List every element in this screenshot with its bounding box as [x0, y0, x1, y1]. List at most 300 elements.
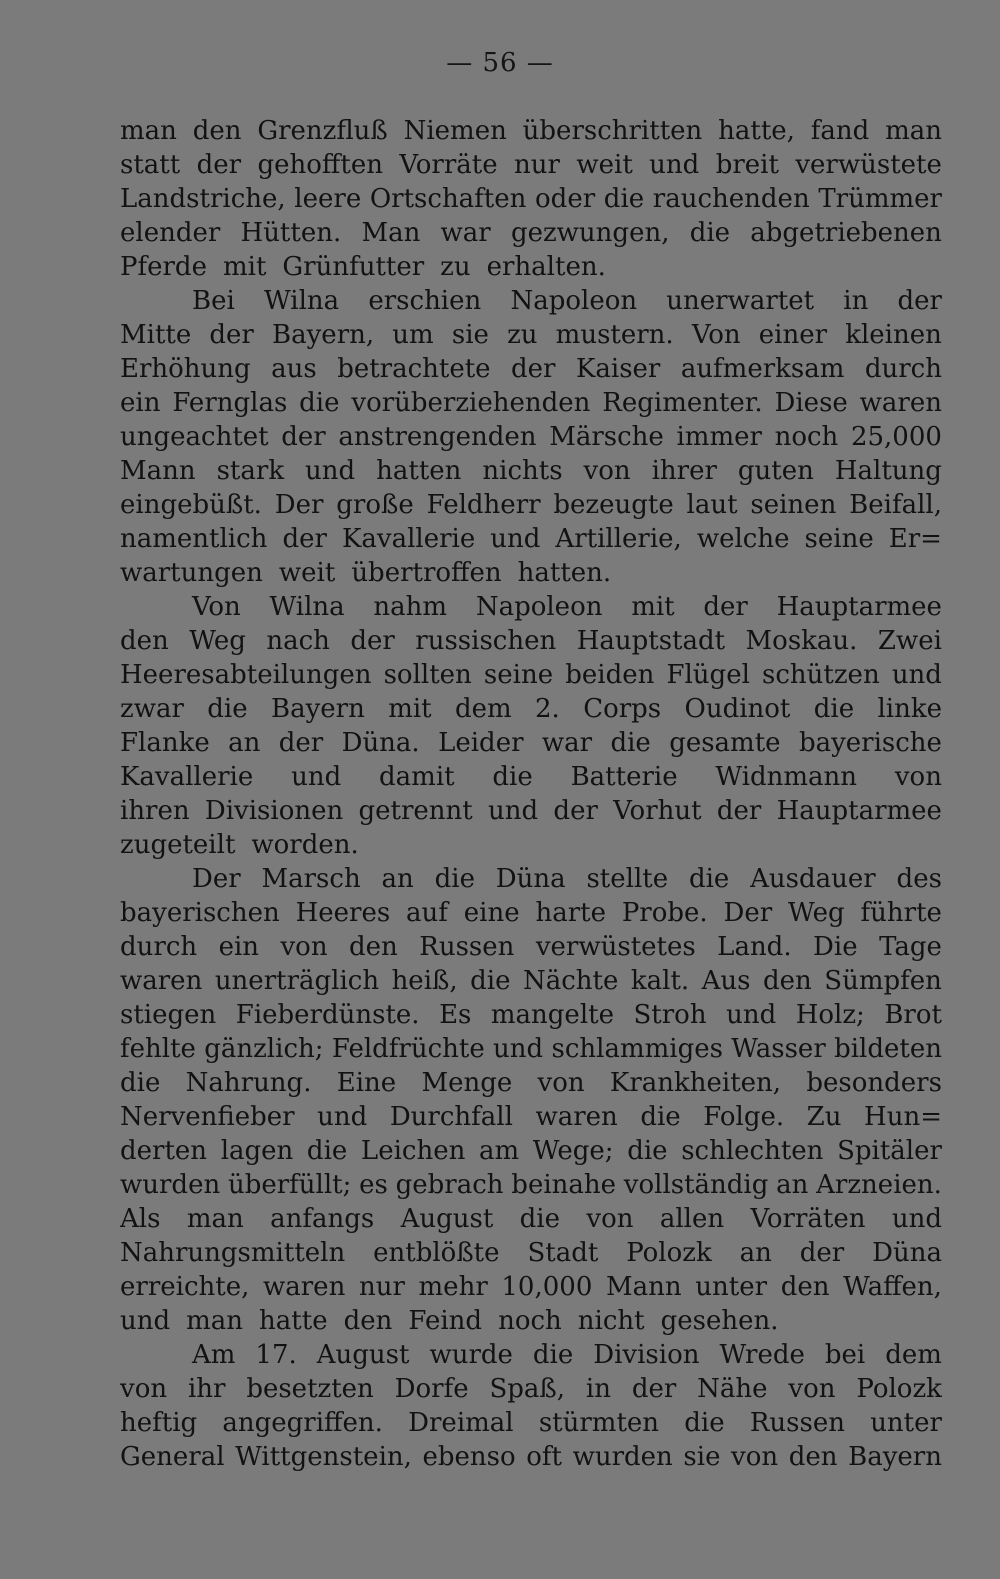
word: von	[586, 1204, 634, 1234]
word: erreichte,	[120, 1272, 250, 1302]
word: Bei	[192, 286, 235, 316]
word: erschien	[368, 286, 482, 316]
word: Artillerie,	[555, 524, 682, 554]
word: waren	[263, 1272, 346, 1302]
text-line	[120, 1306, 942, 1340]
word: Mitte	[120, 320, 192, 350]
word: an	[776, 1170, 809, 1200]
word: Feind	[408, 1306, 483, 1336]
word: worden.	[251, 830, 359, 860]
word: Der	[274, 490, 324, 520]
word: Haltung	[834, 456, 942, 486]
word: der	[703, 592, 748, 622]
word: der	[897, 286, 942, 316]
word: Düna.	[341, 728, 420, 758]
word: Erhöhung	[120, 354, 251, 384]
word: damit	[379, 762, 455, 792]
word: zwar	[120, 694, 184, 724]
word: oft	[526, 1442, 562, 1472]
text-line	[120, 592, 942, 626]
text-line	[120, 1000, 942, 1034]
word: die	[688, 864, 730, 894]
text-line	[120, 1102, 942, 1136]
text-line	[120, 932, 942, 966]
word: Weg	[189, 626, 246, 656]
word: Widnmann	[715, 762, 858, 792]
page-number: — 56 —	[446, 48, 554, 78]
word: die	[434, 864, 475, 894]
word: heiß,	[391, 966, 458, 996]
word: man	[186, 1306, 244, 1336]
word: Spaß,	[489, 1374, 566, 1404]
word: beinahe	[511, 1170, 617, 1200]
text-line	[120, 660, 942, 694]
word: waren	[859, 388, 942, 418]
word: oder	[535, 184, 596, 214]
word: bezeugte	[553, 490, 674, 520]
word: man	[186, 1204, 244, 1234]
word: Corps	[583, 694, 662, 724]
word: Menge	[421, 1068, 513, 1098]
word: Moskau.	[745, 626, 858, 656]
word: sie	[451, 320, 489, 350]
word: Sümpfen	[824, 966, 942, 996]
word: Wittgenstein,	[235, 1442, 412, 1472]
word: und	[490, 524, 541, 554]
word: bayerische	[798, 728, 942, 758]
word: Grünfutter	[282, 252, 425, 282]
word: Divisionen	[204, 796, 344, 826]
word: von	[280, 932, 328, 962]
word: einer	[758, 320, 828, 350]
word: sollten	[383, 660, 472, 690]
word: in	[843, 286, 869, 316]
word: Stadt	[527, 1238, 599, 1268]
word: Nahrungsmitteln	[120, 1238, 346, 1268]
word: 25,000	[850, 422, 942, 452]
word: breit	[715, 150, 779, 180]
word: ihr	[187, 1374, 226, 1404]
word: auf	[406, 898, 448, 928]
word: Landstriche,	[120, 184, 286, 214]
word: und	[291, 762, 342, 792]
word: den	[788, 1442, 838, 1472]
word: Zu	[806, 1102, 842, 1132]
text-line	[120, 456, 942, 490]
word: Fernglas	[172, 388, 288, 418]
word: Marsch	[261, 864, 361, 894]
word: Düna	[872, 1238, 942, 1268]
word: leere	[294, 184, 362, 214]
word: die	[640, 1102, 681, 1132]
word: hatte	[259, 1306, 328, 1336]
word: übertroffen	[351, 558, 502, 588]
word: in	[585, 1374, 611, 1404]
word: den	[120, 626, 169, 656]
word: und	[726, 1000, 777, 1030]
text-line	[120, 422, 942, 456]
word: unter	[695, 1272, 768, 1302]
word: bildeten	[834, 1034, 942, 1064]
word: von	[894, 762, 942, 792]
word: Nächte	[522, 966, 619, 996]
word: mangelte	[490, 1000, 614, 1030]
word: Hauptarmee	[776, 796, 942, 826]
word: der	[350, 626, 395, 656]
word: Batterie	[570, 762, 678, 792]
word: Hun=	[864, 1102, 942, 1132]
text-line	[120, 320, 942, 354]
word: mehr	[418, 1272, 488, 1302]
word: man	[120, 116, 177, 146]
word: weit	[576, 150, 633, 180]
word: Folge.	[703, 1102, 785, 1132]
word: statt	[120, 150, 181, 180]
text-line	[120, 354, 942, 388]
word: Grenzfluß	[257, 116, 388, 146]
word: Der	[192, 864, 241, 894]
word: war	[440, 218, 491, 248]
word: nur	[358, 1272, 405, 1302]
word: anfangs	[270, 1204, 375, 1234]
word: gesamte	[669, 728, 781, 758]
word: eingebüßt.	[120, 490, 262, 520]
word: Ausdauer	[750, 864, 876, 894]
word: schützen	[762, 660, 880, 690]
word: führte	[860, 898, 942, 928]
word: stellte	[586, 864, 669, 894]
word: und	[317, 1102, 368, 1132]
word: Flanke	[120, 728, 210, 758]
word: den	[780, 1272, 830, 1302]
word: der	[282, 524, 327, 554]
word: ein	[218, 932, 260, 962]
text-line	[120, 626, 942, 660]
word: mit	[388, 694, 432, 724]
word: zu	[507, 320, 538, 350]
text-line	[120, 694, 942, 728]
word: Dreimal	[408, 1408, 514, 1438]
word: Es	[439, 1000, 472, 1030]
word: besonders	[806, 1068, 942, 1098]
word: unerwartet	[666, 286, 815, 316]
word: ebenso	[422, 1442, 516, 1472]
word: die	[470, 966, 511, 996]
word: seine	[804, 524, 874, 554]
word: Aus	[701, 966, 751, 996]
word: die	[306, 1136, 348, 1166]
word: wurden	[572, 1442, 673, 1472]
word: Pferde	[120, 252, 207, 282]
word: seinen	[750, 490, 837, 520]
text-line	[120, 1034, 942, 1068]
word: allen	[659, 1204, 725, 1234]
text-line	[120, 1442, 942, 1476]
word: die	[813, 694, 855, 724]
word: russischen	[415, 626, 557, 656]
text-line	[120, 830, 942, 864]
word: von	[583, 456, 631, 486]
word: verwüstete	[795, 150, 942, 180]
word: Hütten.	[240, 218, 342, 248]
word: Wasser	[731, 1034, 826, 1064]
word: sie	[683, 1442, 721, 1472]
word: entblößte	[373, 1238, 500, 1268]
word: Land.	[717, 932, 792, 962]
word: fand	[810, 116, 870, 146]
word: Kavallerie	[341, 524, 476, 554]
word: Mann	[606, 1272, 682, 1302]
word: Kavallerie	[120, 762, 254, 792]
word: den	[192, 116, 242, 146]
text-line	[120, 1272, 942, 1306]
word: Arzneien.	[816, 1170, 942, 1200]
word: den	[349, 932, 398, 962]
text-line	[120, 490, 942, 524]
word: getrennt	[358, 796, 473, 826]
word: Düna	[495, 864, 566, 894]
word: harte	[535, 898, 606, 928]
word: Russen	[419, 932, 515, 962]
word: elender	[120, 218, 221, 248]
word: der	[196, 150, 242, 180]
word: der	[281, 422, 326, 452]
text-line	[120, 966, 942, 1000]
word: und	[891, 660, 942, 690]
word: die	[603, 184, 645, 214]
word: noch	[774, 422, 839, 452]
text-line	[120, 1238, 942, 1272]
word: die	[684, 1408, 725, 1438]
word: Polozk	[856, 1374, 942, 1404]
word: nicht	[577, 1306, 645, 1336]
word: die	[532, 1340, 574, 1370]
word: bei	[824, 1340, 866, 1370]
word: Der	[723, 898, 773, 928]
word: gezwungen,	[510, 218, 670, 248]
word: Wege;	[532, 1136, 614, 1166]
word: hatten.	[517, 558, 612, 588]
word: Regimenter.	[602, 388, 763, 418]
word: rauchenden	[652, 184, 810, 214]
word: Feldherr	[426, 490, 541, 520]
word: Hauptarmee	[776, 592, 942, 622]
word: weit	[278, 558, 336, 588]
word: Spitäler	[837, 1136, 942, 1166]
word: Vorräte	[399, 150, 498, 180]
word: Diese	[774, 388, 848, 418]
word: durch	[120, 932, 198, 962]
word: Mann	[120, 456, 196, 486]
word: und	[120, 1306, 171, 1336]
word: guten	[737, 456, 814, 486]
word: August	[316, 1340, 410, 1370]
word: ein	[120, 388, 161, 418]
word: kalt.	[630, 966, 690, 996]
word: Polozk	[626, 1238, 712, 1268]
word: war	[541, 728, 593, 758]
word: August	[400, 1204, 494, 1234]
word: Hauptstadt	[576, 626, 726, 656]
word: an	[228, 728, 261, 758]
word: abgetriebenen	[750, 218, 942, 248]
word: Wilna	[264, 286, 340, 316]
word: lagen	[220, 1136, 294, 1166]
word: waren	[120, 966, 203, 996]
word: der	[553, 796, 598, 826]
word: stark	[216, 456, 285, 486]
word: Als	[120, 1204, 161, 1234]
word: und	[891, 1204, 942, 1234]
word: immer	[676, 422, 762, 452]
word: unerträglich	[214, 966, 380, 996]
word: dem	[454, 694, 512, 724]
word: Niemen	[403, 116, 507, 146]
word: Feldfrüchte	[331, 1034, 485, 1064]
word: Beifall,	[849, 490, 942, 520]
word: hatten	[376, 456, 462, 486]
text-line	[120, 762, 942, 796]
text-line	[120, 898, 942, 932]
word: Leider	[438, 728, 524, 758]
text-line	[120, 1170, 942, 1204]
word: bayerischen	[120, 898, 280, 928]
word: angegriffen.	[222, 1408, 383, 1438]
word: kleinen	[845, 320, 942, 350]
text-line	[120, 218, 942, 252]
text-line	[120, 286, 942, 320]
text-line	[120, 1340, 942, 1374]
word: Heeresabteilungen	[120, 660, 372, 690]
word: Fieberdünste.	[235, 1000, 420, 1030]
word: stiegen	[120, 1000, 217, 1030]
word: die	[610, 728, 651, 758]
word: Brot	[884, 1000, 942, 1030]
word: Weg	[788, 898, 845, 928]
word: der	[511, 354, 556, 384]
word: Man	[361, 218, 421, 248]
word: Dorfe	[394, 1374, 469, 1404]
word: Zwei	[877, 626, 942, 656]
word: dem	[885, 1340, 942, 1370]
word: gehofften	[257, 150, 383, 180]
word: den	[343, 1306, 393, 1336]
word: Durchfall	[389, 1102, 513, 1132]
word: wurden	[120, 1170, 221, 1200]
word: große	[336, 490, 414, 520]
word: General	[120, 1442, 225, 1472]
word: Ortschaften	[369, 184, 527, 214]
word: mit	[631, 592, 675, 622]
word: des	[896, 864, 942, 894]
text-line	[120, 116, 942, 150]
word: nahm	[373, 592, 448, 622]
word: beiden	[565, 660, 655, 690]
word: Bayern,	[272, 320, 375, 350]
word: Leichen	[360, 1136, 466, 1166]
word: 17.	[255, 1340, 297, 1370]
text-line	[120, 1408, 942, 1442]
word: Stroh	[633, 1000, 707, 1030]
word: und	[649, 150, 700, 180]
word: die	[299, 388, 340, 418]
word: Von	[192, 592, 241, 622]
word: Wilna	[269, 592, 345, 622]
word: gebrach	[395, 1170, 504, 1200]
word: derten	[120, 1136, 208, 1166]
word: der	[799, 1238, 845, 1268]
word: heftig	[120, 1408, 198, 1438]
word: gänzlich;	[204, 1034, 324, 1064]
word: namentlich	[120, 524, 268, 554]
word: es	[359, 1170, 388, 1200]
word: Vorräten	[750, 1204, 866, 1234]
word: ihren	[120, 796, 190, 826]
word: die	[627, 1136, 668, 1166]
word: welche	[696, 524, 790, 554]
word: aus	[271, 354, 317, 384]
word: verwüstetes	[535, 932, 696, 962]
word: Nähe	[697, 1374, 768, 1404]
text-line	[120, 1136, 942, 1170]
word: erhalten.	[486, 252, 606, 282]
word: betrachtete	[337, 354, 491, 384]
word: Bayern	[270, 694, 365, 724]
word: gesehen.	[660, 1306, 779, 1336]
word: die	[519, 1204, 561, 1234]
word: Napoleon	[475, 592, 603, 622]
word: von	[731, 1442, 779, 1472]
word: zu	[440, 252, 471, 282]
word: Division	[593, 1340, 700, 1370]
word: an	[739, 1238, 772, 1268]
word: überfüllt;	[227, 1170, 352, 1200]
body-text	[120, 116, 942, 1476]
word: Probe.	[621, 898, 708, 928]
word: vorüberziehenden	[351, 388, 591, 418]
text-line	[120, 524, 942, 558]
text-line	[120, 728, 942, 762]
word: Krankheiten,	[609, 1068, 782, 1098]
word: die	[207, 694, 248, 724]
word: Nahrung.	[185, 1068, 312, 1098]
word: mit	[222, 252, 267, 282]
word: 10,000	[501, 1272, 593, 1302]
word: man	[885, 116, 942, 146]
word: schlechten	[681, 1136, 824, 1166]
word: überschritten	[522, 116, 703, 146]
word: 2.	[535, 694, 560, 724]
word: mustern.	[555, 320, 674, 350]
word: Am	[192, 1340, 236, 1370]
word: Napoleon	[510, 286, 638, 316]
word: der	[631, 1374, 677, 1404]
text-line	[120, 1068, 942, 1102]
word: Die	[813, 932, 858, 962]
word: Tage	[879, 932, 942, 962]
word: von	[537, 1068, 585, 1098]
word: und	[493, 1034, 544, 1064]
word: Waffen,	[843, 1272, 942, 1302]
word: Kaiser	[575, 354, 661, 384]
word: eine	[463, 898, 520, 928]
word: von	[788, 1374, 836, 1404]
word: die	[120, 1068, 161, 1098]
word: besetzten	[246, 1374, 374, 1404]
word: und	[305, 456, 356, 486]
word: die	[689, 218, 731, 248]
word: stürmten	[538, 1408, 660, 1438]
